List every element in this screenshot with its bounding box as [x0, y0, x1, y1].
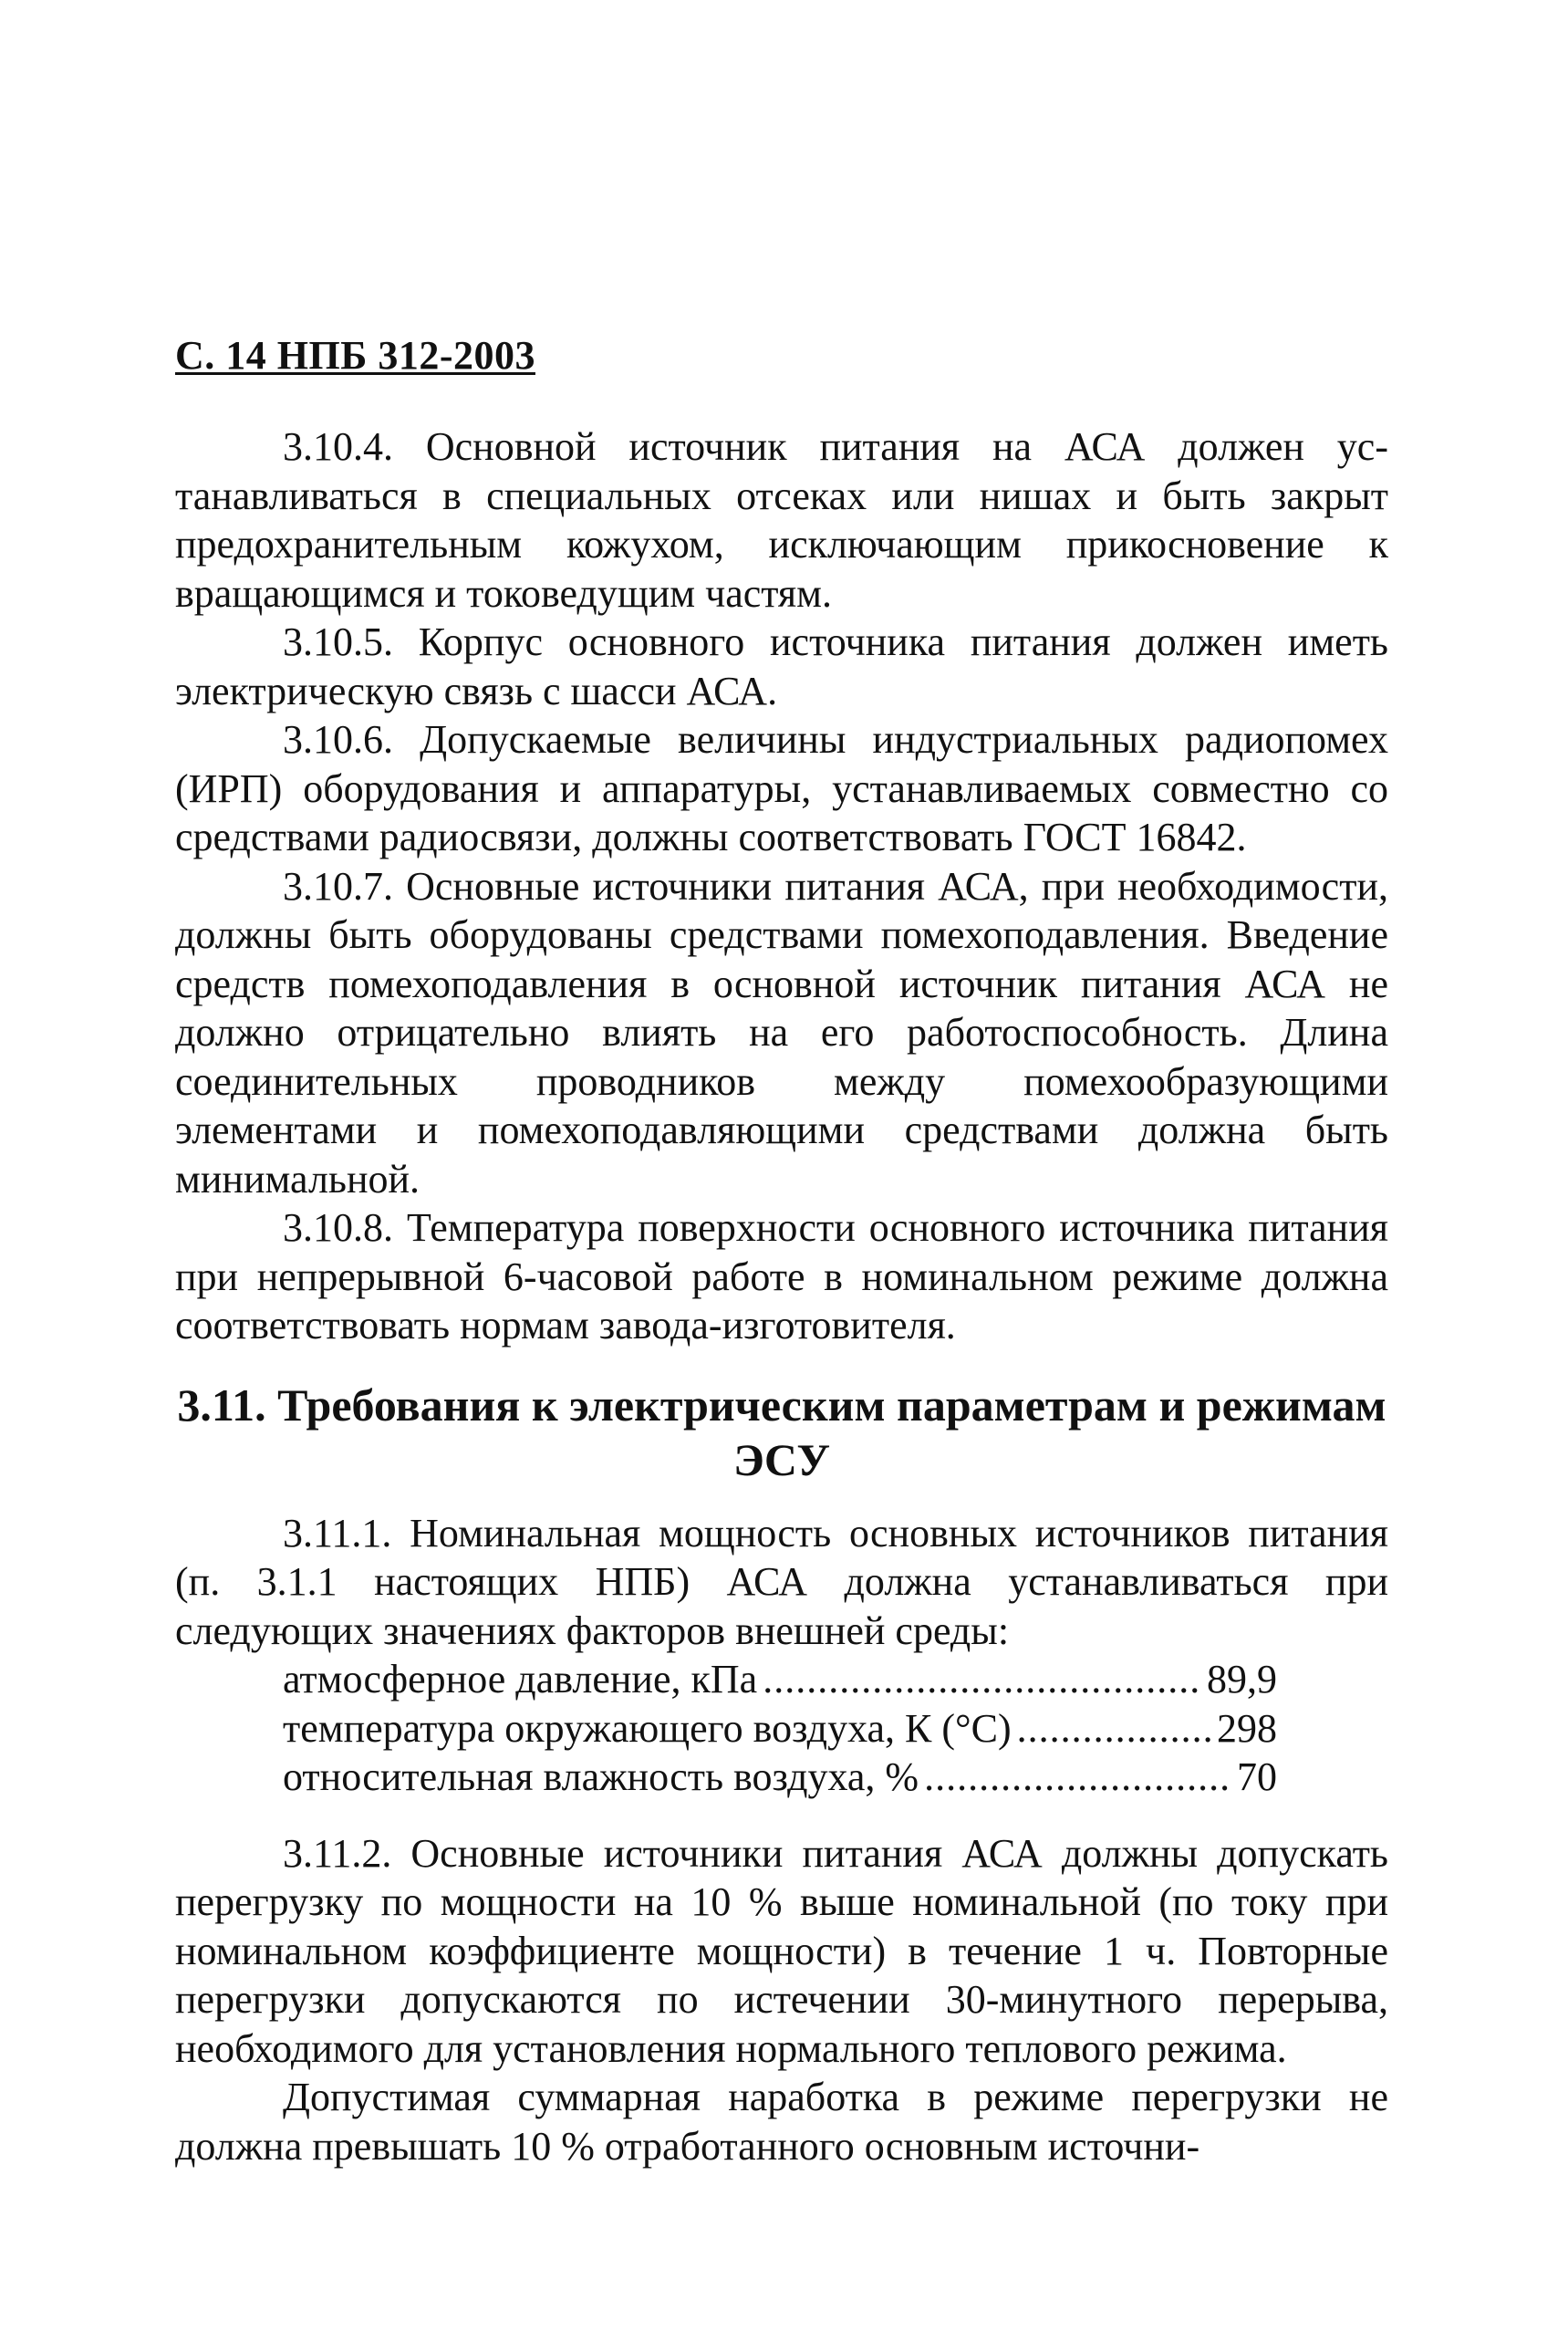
parameter-label: атмосферное давление, кПа — [283, 1657, 758, 1701]
parameter-row — [283, 1655, 1277, 1704]
parameter-row — [283, 1753, 1277, 1802]
paragraph-3-10-7: 3.10.7. Основные источники питания АСА, при необходимости, должны быть оборудованы средствами помехоподавления. Введение средств помехоподавления в основной источник питания АСА не должно отрицательно влиять на его работоспособность. Длина соединительных проводников между помехообразующими элементами и помехоподавляющими средствами должна быть минимальной. — [175, 863, 1388, 1202]
paragraph-3-10-5: 3.10.5. Корпус основного источника питания должен иметь электрическую связь с шасси АСА. — [175, 619, 1388, 713]
dot-leader — [763, 1655, 1201, 1704]
parameter-label: относительная влажность воздуха, % — [283, 1754, 919, 1799]
parameter-label: температура окружающего воздуха, К (°С) — [283, 1705, 1012, 1751]
paragraph-3-11-2: 3.11.2. Основные источники питания АСА должны допускать перегрузку по мощности на 10 % выше номинальной (по току при номинальном коэффициенте мощности) в течение 1 ч. Повторные перегрузки допускаются по истечении 30-минутного перерыва, необходимого для установления нормального теплового режима. — [175, 1830, 1388, 2071]
parameter-row — [283, 1704, 1277, 1753]
paragraph-3-10-4: 3.10.4. Основной источник питания на АСА должен устанавливаться в специальных отсеках или нишах и быть закрыт предохранительным кожухом, исключающим прикосновение к вращающимся и токоведущим частям. — [175, 424, 1388, 616]
environment-parameters-list — [283, 1655, 1388, 1802]
paragraph-3-10-6: 3.10.6. Допускаемые величины индустриальных радиопомех (ИРП) оборудования и аппаратуры, устанавливаемых совместно со средствами радиосвязи, должны соответствовать ГОСТ 16842. — [175, 717, 1388, 859]
paragraph-overload-limit: Допустимая суммарная наработка в режиме перегрузки не должна превышать 10 % отработанного основным источни- — [175, 2075, 1388, 2169]
paragraph-3-11-1: 3.11.1. Номинальная мощность основных источников питания (п. 3.1.1 настоящих НПБ) АСА должна устанавливаться при следующих значениях факторов внешней среды: — [175, 1510, 1388, 1653]
paragraph-3-10-8: 3.10.8. Температура поверхности основного источника питания при непрерывной 6-часовой работе в номинальном режиме должна соответствовать нормам завода-изготовителя. — [175, 1205, 1388, 1348]
dot-leader — [1017, 1704, 1211, 1753]
parameter-value: 89,9 — [1207, 1657, 1277, 1701]
page-header: С. 14 НПБ 312-2003 — [175, 333, 535, 378]
section-title-3-11: 3.11. Требования к электрическим параметрам и режимам ЭСУ — [177, 1379, 1386, 1485]
page-body — [175, 422, 1388, 2170]
dot-leader — [924, 1753, 1231, 1802]
parameter-value: 298 — [1217, 1705, 1277, 1751]
parameter-value: 70 — [1237, 1754, 1277, 1799]
